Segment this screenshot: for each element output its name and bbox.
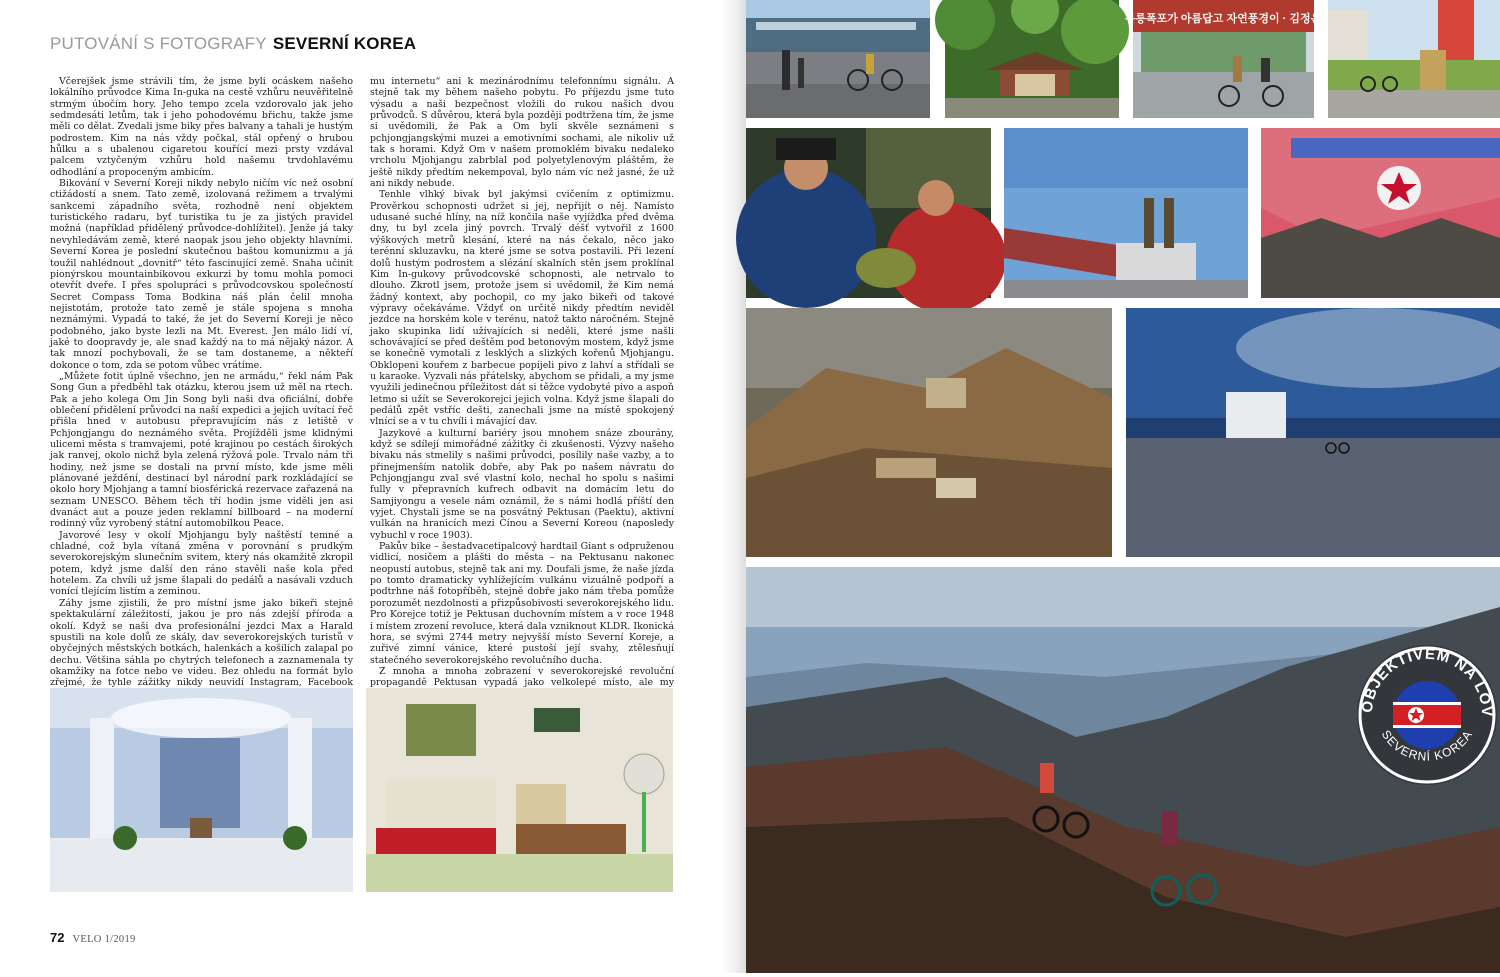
photo-pagoda-forest [945, 0, 1119, 118]
badge-top-text: OBJEKTIVEM NA LOV [1358, 645, 1496, 718]
photo-monument-cyclist [1126, 308, 1500, 557]
page-gutter [722, 0, 746, 973]
photo-bivouac-crew [746, 128, 991, 298]
magazine-issue: VELO 1/2019 [72, 934, 136, 945]
paragraph: Z mnoha a mnoha zobrazení v severokorejské revoluční propagandě Pektusan vypadá jako velkolepé místo, ale my [370, 665, 674, 689]
photo-statues-plaza [1004, 128, 1248, 298]
page-footer [50, 929, 136, 947]
photo-flag-monument [1261, 128, 1500, 298]
photo-city-riders [1328, 0, 1500, 118]
page-number: 72 [50, 930, 65, 945]
paragraph: Záhy jsme zjistili, že pro místní jsme jako bikeři stejně spektakulární záležitostí, jakou je pro nás zdejší příroda a okolí. Když se naši dva profesionální jezdci Max a Harald spustili na kole dolů ze skály, dav severokorejských turistů v obyčejných městských botkách, halenkách a košilích zalapal po dechu. Většina sáhla po chytrých telefonech a zaznamenala ty okamžiky na fotce nebo ve videu. Bez ohledu na formát bylo zřejmé, že tyhle zážitky nikdy neuvidí Instagram, Facebook [50, 597, 353, 689]
paragraph: Pakův bike – šestadvacetipalcový hardtail Giant s odpruženou vidlicí, nosičem a plášti do města – na Pektusanu nakonec neopustí autobus, stejně tak ani my. Doufali jsme, že naše jízda po tomto dramaticky vyhlížejícím vulkánu vizuálně podpoří a podtrhne náš fotopříběh, stejně dobře jako nám třeba pomůže porozumět nezdolnosti a přizpůsobivosti severokorejského lidu. Pro Korejce totiž je Pektusan duchovním místem a v roce 1948 i místem zrození revoluce, která dala vzniknout KLDR. Ikonická hora, se svými 2744 metry nejvyšší místo Severní Koreje, a zuřivé zimní vánice, které pustoší její svahy, ztělesňují statečného severokorejského revolučního ducha. [370, 541, 674, 666]
paragraph: Včerejšek jsme strávili tím, že jsme byli ocáskem našeho lokálního průvodce Kima In-guka na cestě vzhůru neuvěřitelně strmým úbočím hory. Jeho tempo zcela vzdorovalo jak jeho sedmdesáti letům, tak i jeho pohodovému břichu, takže jsme měli co dělat. Zvedali jsme biky přes balvany a tahali je hustým podrostem. Kim na nás vždy počkal, stál opřený o hrubou hůlku a s ubalenou cigaretou kouřící mezi prsty vzdával palcem vztyčeným vzhůru hold našemu trvdohlavému odhodlání a propoceným ambicím. [50, 76, 353, 178]
photo-living-room [366, 688, 673, 892]
badge-s-objektivem-na-lovu [1354, 640, 1500, 790]
paragraph: mu internetu“ ani k mezinárodnímu telefonnímu signálu. A stejně tak my během našeho pobytu. Po příjezdu jsme tuto výsadu a naši bezpečnost vložili do rukou našich dvou průvodců. S důvěrou, která byla později podtržena tím, že jsme si uvědomili, že Pak a Om byli skvěle seznámeni s pchjongjangskými muzei a emotivními sochami, ale nikoliv už tak s horami. Když Om v našem promoklém bivaku nedaleko vrcholu Mjohjangu zabrblal pod polyetylenovým pláštěm, že ještě nikdy předtím nekempoval, bylo nám víc než jasné, že už ani nikdy nebude. [370, 76, 674, 190]
photo-street-bikes [746, 0, 930, 118]
badge-bottom-text: SEVERNÍ KOREA [1378, 727, 1476, 764]
paragraph: Javorové lesy v okolí Mjohjangu byly naštěstí temné a chladné, což byla vítaná změna v porovnání s prudkým severokorejským slunečním svitem, který nás okamžitě zkropil potem, když jsme další den ráno stavěli naše kola před hotelem. Za chvíli už jsme šlapali do pedálů a nasávali vzduch vonící tlejícím listím a zeminou. [50, 529, 353, 598]
article-column-1 [50, 76, 353, 689]
page-header [50, 34, 416, 54]
article-column-2 [370, 76, 674, 689]
paragraph: Jazykové a kulturní bariéry jsou mnohem snáze zbourány, když se sdílejí mimořádné zážitky či zkušenosti. Výzvy našeho bivaku nás stmelily s našimi průvodci, posílily naše vazby, a to přinejmenším natolik dobře, aby Pak po našem návratu do Pchjongjangu zval své vlastní kolo, nechal ho spolu s našimi fully v přepravních kufrech odbavit na domácím letu do Samjiyongu a vesele nám oznámil, že s námi hodlá příští den vyjet. Chystali jsme se na posvátný Pektusan (Paektu), aktivní vulkán na hranicích mezi Čínou a Severní Koreou (naposledy vybuchl v roce 1903). [370, 427, 674, 541]
header-country: SEVERNÍ KOREA [272, 34, 417, 53]
photo-volcano-camp [746, 308, 1112, 557]
paragraph: „Můžete fotit úplně všechno, jen ne armádu,“ řekl nám Pak Song Gun a předběhl tak otázku, kterou jsem už měl na rtech. Pak a jeho kolega Om Jin Song byli naši dva oficiální, dobře oblečení přidělení průvodci na naší expedici a jejich uvítací řeč přišla hned v autobusu přepravujícím nás z letiště v Pchjongjangu do neznámého světa. Projížděli jsme klidnými ulicemi města s tramvajemi, poté krajinou po cestách širokých jak ranvej, okolo nichž byla zelená rýžová pole. Trvalo nám tři hodiny, než jsme se dostali na první místo, kde jsme měli plánované ježdění, destinací byl národní park rozkládající se okolo hory Mjohjang a tamní biosférická rezervace zařazená na seznam UNESCO. Během těch tří hodin jsme viděli jen asi dvanáct aut a pouze jeden reklamní billboard – na moderní rodinný vůz vyrobený státní automobilkou Peace. [50, 370, 353, 530]
photo-billboard-riders [1124, 0, 1322, 118]
billboard-text: 무릉폭포가 아름답고 자연풍경이 · 김정은 [1124, 13, 1322, 25]
header-series: PUTOVÁNÍ S FOTOGRAFY [50, 34, 267, 53]
paragraph: Bikování v Severní Koreji nikdy nebylo ničím víc než osobní ctižádostí a snem. Tato země, izolovaná režimem a trvalými sankcemi západního světa, rozhodně není objektem turistického radaru, byť turistika tu je za jistých pravidel možná (například přidělený průvodce-dohlížitel). Jenže já taky nevyhledávám země, které naopak jsou jeho objekty hlavními. Severní Korea je poslední skutečnou baštou komunizmu a já toužil nahlédnout „dovnitř“ této fascinující země. Snaha učinit pionýrskou mountainbikovou exkurzi by tomu mohla pomoci otevřít dveře. I přes spolupráci s průvodcovskou společností Secret Compass Toma Bodkina náš plán čelil mnoha nejistotám, protože tato země je stále spojena s mnoha neznámými. Vypadá to také, že jet do Severní Koreji je něco podobného, jako byste lezli na Mt. Everest. Jen málo lidí ví, jaké to doopravdy je, ale snad každý na to má nějaký názor. A tak mnozí pochybovali, že se tam dostaneme, a někteří dokonce o tom, zda se potom vůbec vrátíme. [50, 178, 353, 371]
photo-lobby-interior [50, 688, 353, 892]
paragraph: Tenhle vlhký bivak byl jakýmsi cvičením z optimizmu. Prověrkou schopnosti udržet si jej, nepřijít o něj. Namísto udusané suché hlíny, na níž končila naše vyjížďka před dvěma dny, tu byl zcela jiný povrch. Trvalý déšť vytvořil z 1600 výškových metrů klesání, které na nás čekalo, něco jako terénní skluzavku, na které jsme se sotva postavili. Při lezení dolů hustým podrostem a slézání skalních stěn jsem proklínal Kim In-gukovy průvodcovské schopnosti, ale netrvalo to dlouho. Zkrotl jsem, protože jsem si uvědomil, že Kim nemá žádný kontext, aby pochopil, co my jako bikeři od takové výpravy očekáváme. Vždyť on určitě nikdy předtím neviděl jezdce na horském kole v terénu, natož takto náročném. Stejně jako skupinka lidí užívajících si neděli, které jsme našli schovávající se před deštěm pod betonovým mostem, když jsme se konečně vymotali z lesklých a slizkých kořenů Mjohjangu. Obklopeni kouřem z barbecue popíjeli pivo z lahví a střídali se u karaoke. Vyzvali nás přátelsky, abychom se přidali, a my jsme využili jedinečnou příležitost dát si těžce vydobyté pivo a aspoň letmo si užít se Severokorejci jejich volna. Když jsme šlapali do pedálů zpět vstříc dešti, zanechali jsme na místě spokojený vlnící se a v tu chvíli i mávající dav. [370, 189, 674, 428]
